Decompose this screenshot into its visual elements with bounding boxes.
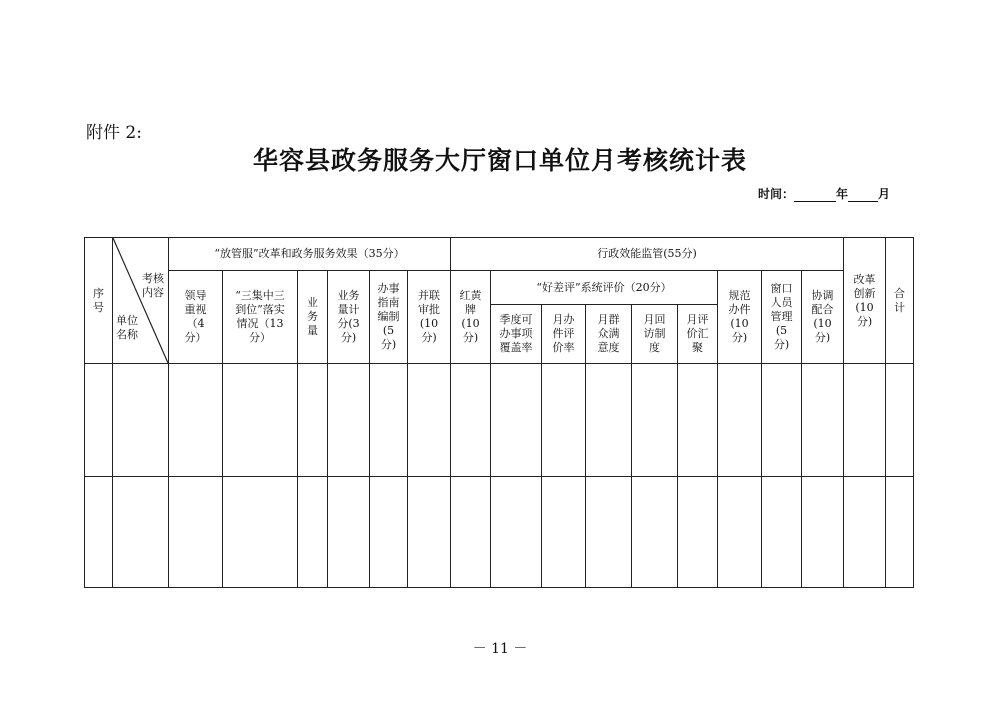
header-red-yellow: 红黄牌(10分) (451, 271, 491, 364)
header-guide: 办事指南编制(5分) (370, 271, 408, 364)
month-blank (848, 189, 878, 202)
header-leadership: 领导重视（4分） (169, 271, 223, 364)
header-volume-score: 业务量计分(3分) (328, 271, 370, 364)
page-title: 华容县政务服务大厅窗口单位月考核统计表 (252, 146, 747, 175)
diag-bottom-label: 单位名称 (116, 314, 138, 341)
table-row (85, 477, 914, 588)
header-eval-rate: 月办件评价率 (542, 305, 586, 364)
header-staff: 窗口人员管理(5分) (762, 271, 802, 364)
header-three-centralize: “三集中三到位”落实情况（13分） (223, 271, 298, 364)
header-good-bad: “好差评”系统评价（20分） (491, 271, 718, 305)
header-standard: 规范办件(10分) (718, 271, 762, 364)
header-group2: 行政效能监管(55分) (451, 238, 844, 271)
header-parallel: 并联审批(10分) (408, 271, 451, 364)
header-revisit: 月回访制度 (632, 305, 678, 364)
page-number: － 11 － (472, 641, 528, 657)
header-diagonal (113, 238, 169, 364)
attachment-label: 附件 2: (86, 123, 142, 143)
header-seq: 序号 (85, 238, 113, 364)
header-reform: 改革创新(10分) (844, 238, 886, 364)
year-label: 年 (836, 187, 849, 201)
year-blank (794, 189, 836, 202)
header-satisfaction: 月群众满意度 (586, 305, 632, 364)
time-label: 时间： (758, 187, 795, 201)
header-coordination: 协调配合(10分) (802, 271, 844, 364)
diagonal-line (113, 238, 168, 363)
month-label: 月 (878, 187, 891, 201)
time-field (758, 185, 890, 202)
assessment-table (84, 237, 914, 588)
header-total: 合计 (886, 238, 914, 364)
header-group1: “放管服”改革和政务服务效果（35分） (169, 238, 451, 271)
table-row (85, 364, 914, 477)
diag-top-label: 考核内容 (142, 272, 164, 299)
header-coverage: 季度可办事项覆盖率 (491, 305, 542, 364)
header-volume: 业务量 (298, 271, 328, 364)
header-aggregation: 月评价汇聚 (678, 305, 718, 364)
